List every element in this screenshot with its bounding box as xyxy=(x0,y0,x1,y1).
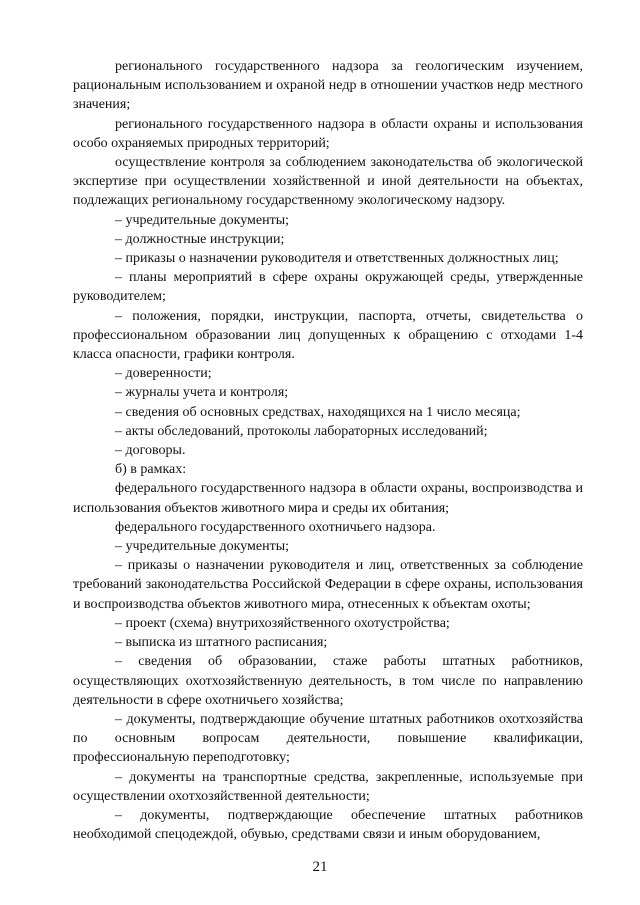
list-item: – договоры. xyxy=(115,443,186,459)
list-item: – документы, подтверждающие обучение штатных работников охотхозяйства по основным вопросам деятельности, повышение квалификации, профессиональную переподготовку; xyxy=(73,711,583,766)
list-item: – акты обследований, протоколы лабораторных исследований; xyxy=(115,423,488,439)
paragraph-federal-wildlife-supervision: федерального государственного надзора в области охраны, воспроизводства и использования объектов животного мира и среды их обитания; xyxy=(73,481,583,516)
list-item: – сведения об образовании, стаже работы штатных работников, осуществляющих охотхозяйственную деятельность, в том числе по направлению деятельности в сфере охотничьего хозяйства; xyxy=(73,654,583,708)
paragraph-regional-protected-territories: регионального государственного надзора в области охраны и использования особо охраняемых природных территорий; xyxy=(73,116,583,151)
paragraph-ecological-expertise-control: осуществление контроля за соблюдением законодательства об экологической экспертизе при осуществлении хозяйственной и иной деятельности на объектах, подлежащих региональному государственному экологическому надзору. xyxy=(73,155,583,209)
list-item: – планы мероприятий в сфере охраны окружающей среды, утвержденные руководителем; xyxy=(73,270,583,305)
list-item: – доверенности; xyxy=(115,366,212,382)
list-item: – учредительные документы; xyxy=(115,212,290,228)
list-item: – должностные инструкции; xyxy=(115,231,285,247)
list-item: – приказы о назначении руководителя и ответственных должностных лиц; xyxy=(115,251,559,267)
list-item: – журналы учета и контроля; xyxy=(115,385,289,401)
list-item: – выписка из штатного расписания; xyxy=(115,635,328,651)
list-item: – документы, подтверждающие обеспечение штатных работников необходимой спецодеждой, обувью, средствами связи и иным оборудованием, xyxy=(73,807,583,843)
document-page xyxy=(73,57,583,844)
list-item: – сведения об основных средствах, находящихся на 1 число месяца; xyxy=(115,404,521,420)
list-item: – приказы о назначении руководителя и лиц, ответственных за соблюдение требований законодательства Российской Федерации в сфере охраны, использования и воспроизводства объектов животного мира, отнесенных к объектам охоты; xyxy=(73,558,583,612)
list-item: – положения, порядки, инструкции, паспорта, отчеты, свидетельства о профессиональном образовании лиц допущенных к обращению с отходами 1-4 класса опасности, графики контроля. xyxy=(73,308,583,363)
paragraph-federal-hunting-supervision: федерального государственного охотничьего надзора. xyxy=(115,519,436,535)
list-item: – учредительные документы; xyxy=(115,539,290,555)
section-heading-b: б) в рамках: xyxy=(115,462,187,478)
page-number: 21 xyxy=(312,859,328,875)
paragraph-regional-geological-supervision: регионального государственного надзора за геологическим изучением, рациональным использованием и охраной недр в отношении участков недр местного значения; xyxy=(73,59,583,113)
list-item: – проект (схема) внутрихозяйственного охотустройства; xyxy=(115,615,450,631)
list-item: – документы на транспортные средства, закрепленные, используемые при осуществлении охотхозяйственной деятельности; xyxy=(73,769,583,804)
